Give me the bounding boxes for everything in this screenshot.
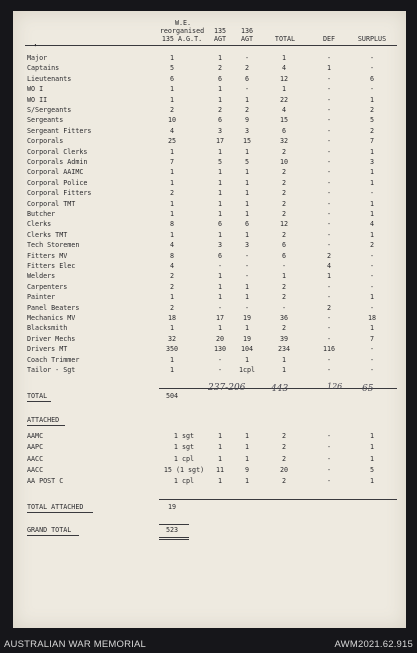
cell-we: 7 <box>169 158 175 166</box>
cell-def: - <box>326 178 332 187</box>
cell-rank: Sergeants <box>27 116 64 125</box>
cell-a135: 1 <box>217 443 223 452</box>
cell-rank: Corporal Police <box>27 178 88 187</box>
cell-surplus: 1 <box>369 147 375 156</box>
header-we-line1: W.E. <box>174 19 192 27</box>
cell-def: - <box>326 158 332 166</box>
cell-we: 15 (1 sgt) <box>163 465 205 474</box>
cell-we: 1 <box>169 293 175 302</box>
cell-a135: 1 <box>217 199 223 208</box>
cell-rank: Fitters Elec <box>27 262 76 270</box>
cell-total: 15 <box>279 116 289 125</box>
cell-total: 6 <box>281 241 287 250</box>
cell-we: 2 <box>169 282 175 291</box>
cell-a135: 6 <box>217 116 223 125</box>
cell-rank: Welders <box>27 272 56 281</box>
cell-rank: Tech Storemen <box>27 241 80 250</box>
cell-def: - <box>326 324 332 333</box>
cell-a135: 17 <box>215 314 225 322</box>
cell-a136: - <box>244 85 250 94</box>
cell-a135: 1 <box>217 85 223 94</box>
cell-rank: Painter <box>27 293 56 302</box>
cell-a135: 1 <box>217 454 223 463</box>
cell-total: 39 <box>279 334 289 343</box>
attached-rule <box>159 499 397 500</box>
cell-we: 2 <box>169 189 175 198</box>
cell-a136: 19 <box>242 334 252 343</box>
cell-rank: AAMC <box>27 432 44 440</box>
cell-def: - <box>326 74 332 83</box>
cell-rank: Butcher <box>27 210 56 218</box>
cell-we: 1 <box>169 178 175 187</box>
cell-def: 116 <box>322 345 336 354</box>
cell-rank: Coach Trimmer <box>27 355 80 364</box>
cell-a136: - <box>244 262 250 270</box>
cell-def: - <box>326 465 332 474</box>
footer-bar <box>0 638 417 653</box>
cell-a136: - <box>244 303 250 312</box>
cell-def: - <box>326 241 332 250</box>
cell-surplus: 7 <box>369 137 375 146</box>
cell-surplus: 1 <box>369 95 375 104</box>
cell-a136: 1cpl <box>238 366 256 374</box>
cell-a135: 6 <box>217 251 223 260</box>
cell-surplus: - <box>369 366 375 374</box>
cell-def: - <box>326 189 332 198</box>
cell-we: 2 <box>169 303 175 312</box>
cell-total: 20 <box>279 465 289 474</box>
cell-surplus: - <box>369 282 375 291</box>
cell-a135: - <box>217 355 223 364</box>
document-page <box>13 11 406 628</box>
cell-we: 1 <box>169 95 175 104</box>
cell-a135: 1 <box>217 282 223 291</box>
cell-we: 18 <box>167 314 177 322</box>
cell-rank: Clerks <box>27 220 52 229</box>
cell-surplus: - <box>369 272 375 281</box>
header-136-line1: 136 <box>240 27 254 35</box>
cell-a135: - <box>217 366 223 374</box>
grand-total-underline-2 <box>159 539 189 540</box>
cell-a136: - <box>244 272 250 281</box>
cell-total: 2 <box>281 454 287 463</box>
cell-surplus: 2 <box>369 241 375 250</box>
cell-we: 4 <box>169 262 175 270</box>
header-we-line2: reorganised <box>159 27 205 35</box>
footer-credit: AUSTRALIAN WAR MEMORIAL <box>4 639 147 650</box>
cell-we: 5 <box>169 64 175 73</box>
cell-surplus: - <box>369 64 375 73</box>
cell-total: 2 <box>281 477 287 486</box>
cell-def: - <box>326 293 332 302</box>
cell-a135: 1 <box>217 54 223 62</box>
cell-surplus: 1 <box>369 178 375 187</box>
cell-a135: 1 <box>217 189 223 198</box>
cell-a135: 2 <box>217 106 223 114</box>
cell-rank: AA POST C <box>27 477 64 486</box>
cell-a136: - <box>244 251 250 260</box>
cell-total: 2 <box>281 230 287 239</box>
cell-total: 12 <box>279 74 289 83</box>
cell-rank: Clerks TMT <box>27 230 68 239</box>
grand-total-overline <box>159 524 189 525</box>
cell-def: 2 <box>326 251 332 260</box>
cell-surplus: - <box>369 303 375 312</box>
cell-we: 32 <box>167 334 177 343</box>
cell-def: 1 <box>326 64 332 73</box>
cell-we: 1 sgt <box>173 432 195 440</box>
cell-a136: 1 <box>244 189 250 198</box>
cell-we: 8 <box>169 251 175 260</box>
cell-a135: 130 <box>213 345 227 354</box>
total-attached-label: TOTAL ATTACHED <box>27 503 84 511</box>
cell-a135: 17 <box>215 137 225 146</box>
cell-we: 1 sgt <box>173 443 195 452</box>
cell-surplus: - <box>369 251 375 260</box>
cell-def: - <box>326 282 332 291</box>
cell-surplus: 1 <box>369 210 375 218</box>
cell-total: 2 <box>281 210 287 218</box>
cell-rank: Corporal Fitters <box>27 189 92 198</box>
cell-a136: 19 <box>242 314 252 322</box>
cell-total: 22 <box>279 95 289 104</box>
cell-surplus: 6 <box>369 74 375 83</box>
cell-rank: Corporal TMT <box>27 199 76 208</box>
cell-a135: 3 <box>217 126 223 135</box>
header-135-line2: AGT <box>213 35 227 43</box>
cell-we: 8 <box>169 220 175 229</box>
cell-rank: Panel Beaters <box>27 303 80 312</box>
cell-we: 10 <box>167 116 177 125</box>
cell-a136: 2 <box>244 64 250 73</box>
cell-a136: 3 <box>244 241 250 250</box>
cell-total: 2 <box>281 199 287 208</box>
cell-a135: 1 <box>217 210 223 218</box>
cell-rank: Corporal Clerks <box>27 147 88 156</box>
cell-a135: 1 <box>217 178 223 187</box>
cell-def: - <box>326 199 332 208</box>
cell-total: 2 <box>281 147 287 156</box>
cell-we: 1 <box>169 210 175 218</box>
cell-a136: 9 <box>244 116 250 125</box>
grand-total-label: GRAND TOTAL <box>27 526 72 534</box>
cell-def: - <box>326 334 332 343</box>
cell-def: - <box>326 477 332 486</box>
cell-rank: Driver Mechs <box>27 334 76 343</box>
cell-rank: Drivers MT <box>27 345 68 354</box>
cell-surplus: 3 <box>369 158 375 166</box>
cell-we: 1 <box>169 366 175 374</box>
cell-surplus: 5 <box>369 465 375 474</box>
cell-total: 6 <box>281 126 287 135</box>
header-def: DEF <box>322 35 336 43</box>
cell-surplus: - <box>369 262 375 270</box>
cell-a135: 1 <box>217 272 223 281</box>
cell-total: 10 <box>279 158 289 166</box>
header-total: TOTAL <box>274 35 296 43</box>
cell-surplus: 1 <box>369 324 375 333</box>
cell-surplus: 5 <box>369 116 375 125</box>
cell-a135: 6 <box>217 74 223 83</box>
cell-we: 4 <box>169 126 175 135</box>
cell-rank: Sergeant Fitters <box>27 126 92 135</box>
cell-we: 1 <box>169 85 175 94</box>
cell-def: 4 <box>326 262 332 270</box>
header-we-line3: 135 A.G.T. <box>161 35 203 43</box>
cell-total: 6 <box>281 251 287 260</box>
cell-a135: 1 <box>217 324 223 333</box>
cell-a135: 1 <box>217 168 223 177</box>
handwritten-surplus: 65 <box>362 384 374 394</box>
cell-surplus: - <box>369 355 375 364</box>
cell-total: 32 <box>279 137 289 146</box>
total-value: 504 <box>165 392 179 400</box>
cell-surplus: 1 <box>369 293 375 302</box>
cell-a135: - <box>217 262 223 270</box>
cell-a136: 104 <box>240 345 254 354</box>
cell-total: 12 <box>279 220 289 229</box>
cell-a136: 1 <box>244 199 250 208</box>
cell-def: - <box>326 147 332 156</box>
cell-total: 2 <box>281 282 287 291</box>
cell-def: - <box>326 137 332 146</box>
cell-a136: 1 <box>244 178 250 187</box>
cell-def: - <box>326 210 332 218</box>
cell-surplus: 1 <box>369 432 375 440</box>
cell-we: 1 <box>169 147 175 156</box>
cell-a136: 1 <box>244 293 250 302</box>
cell-total: 4 <box>281 106 287 114</box>
cell-we: 1 <box>169 199 175 208</box>
cell-rank: Lieutenants <box>27 74 72 83</box>
cell-total: 2 <box>281 324 287 333</box>
cell-def: - <box>326 366 332 374</box>
cell-def: 2 <box>326 303 332 312</box>
cell-we: 25 <box>167 137 177 146</box>
cell-a135: 1 <box>217 230 223 239</box>
header-136-line2: AGT <box>240 35 254 43</box>
cell-total: 2 <box>281 443 287 452</box>
cell-surplus: 2 <box>369 106 375 114</box>
attached-underline <box>27 425 65 426</box>
cell-we: 2 <box>169 106 175 114</box>
handwritten-def: 126 <box>327 382 343 391</box>
cell-surplus: - <box>369 54 375 62</box>
cell-surplus: 1 <box>369 477 375 486</box>
cell-rank: Corporals <box>27 137 64 146</box>
cell-a136: - <box>244 54 250 62</box>
grand-total-underline <box>27 535 79 536</box>
cell-a136: 1 <box>244 355 250 364</box>
cell-a135: 20 <box>215 334 225 343</box>
cell-we: 1 <box>169 324 175 333</box>
cell-total: 2 <box>281 189 287 198</box>
cell-a135: 1 <box>217 432 223 440</box>
cell-a136: 6 <box>244 220 250 229</box>
cell-total: 1 <box>281 54 287 62</box>
cell-def: - <box>326 54 332 62</box>
cell-a136: 3 <box>244 126 250 135</box>
cell-surplus: 1 <box>369 230 375 239</box>
cell-surplus: 1 <box>369 454 375 463</box>
cell-total: 2 <box>281 178 287 187</box>
cell-def: - <box>326 220 332 229</box>
total-attached-value: 19 <box>167 503 177 511</box>
cell-a135: 1 <box>217 147 223 156</box>
cell-we: 1 <box>169 230 175 239</box>
cell-rank: WO II <box>27 95 48 104</box>
cell-rank: AAPC <box>27 443 44 452</box>
cell-surplus: 1 <box>369 168 375 177</box>
cell-a136: 1 <box>244 443 250 452</box>
cell-surplus: 1 <box>369 199 375 208</box>
cell-a135: - <box>217 303 223 312</box>
cell-def: - <box>326 355 332 364</box>
cell-a136: 1 <box>244 432 250 440</box>
cell-a136: 1 <box>244 477 250 486</box>
cell-a135: 3 <box>217 241 223 250</box>
cell-a136: 1 <box>244 324 250 333</box>
cell-a136: 1 <box>244 230 250 239</box>
cell-we: 2 <box>169 272 175 281</box>
cell-we: 1 <box>169 168 175 177</box>
attached-heading: ATTACHED <box>27 416 60 424</box>
cell-we: 4 <box>169 241 175 250</box>
cell-we: 1 cpl <box>173 454 195 463</box>
cell-a135: 6 <box>217 220 223 229</box>
tick-mark: ' <box>33 43 38 52</box>
total-attached-underline <box>27 512 93 513</box>
cell-a135: 1 <box>217 477 223 486</box>
cell-a135: 5 <box>217 158 223 166</box>
grand-total-value: 523 <box>165 526 179 534</box>
cell-a136: 1 <box>244 168 250 177</box>
cell-a135: 11 <box>215 465 225 474</box>
footer-accession-number: AWM2021.62.915 <box>334 639 413 650</box>
cell-surplus: 2 <box>369 126 375 135</box>
total-underline <box>27 401 51 402</box>
cell-a136: 2 <box>244 106 250 114</box>
grand-total-underline-1 <box>159 537 189 538</box>
cell-def: - <box>326 168 332 177</box>
cell-a136: 1 <box>244 147 250 156</box>
cell-def: - <box>326 443 332 452</box>
cell-total: - <box>281 303 287 312</box>
header-rule <box>25 45 397 46</box>
cell-surplus: 7 <box>369 334 375 343</box>
header-135-line1: 135 <box>213 27 227 35</box>
cell-def: - <box>326 454 332 463</box>
cell-total: 2 <box>281 432 287 440</box>
cell-rank: WO I <box>27 85 44 94</box>
cell-def: - <box>326 314 332 322</box>
cell-def: - <box>326 230 332 239</box>
cell-rank: Corporal AAIMC <box>27 168 84 177</box>
handwritten-total: 443 <box>271 384 289 394</box>
cell-def: 1 <box>326 272 332 281</box>
cell-total: 2 <box>281 293 287 302</box>
cell-surplus: 18 <box>367 314 377 322</box>
cell-we: 1 <box>169 54 175 62</box>
cell-surplus: 1 <box>369 443 375 452</box>
cell-a136: 15 <box>242 137 252 146</box>
cell-rank: Fitters MV <box>27 251 68 260</box>
cell-def: - <box>326 85 332 94</box>
cell-we: 6 <box>169 74 175 83</box>
cell-total: - <box>281 262 287 270</box>
cell-surplus: - <box>369 85 375 94</box>
cell-a136: 1 <box>244 95 250 104</box>
cell-a135: 2 <box>217 64 223 73</box>
cell-a136: 6 <box>244 74 250 83</box>
cell-a135: 1 <box>217 293 223 302</box>
cell-a136: 9 <box>244 465 250 474</box>
cell-rank: Mechanics MV <box>27 314 76 322</box>
cell-def: - <box>326 432 332 440</box>
handwritten-agt-total: 237-206 <box>208 383 246 393</box>
cell-total: 4 <box>281 64 287 73</box>
cell-rank: Captains <box>27 64 60 73</box>
cell-surplus: - <box>369 189 375 198</box>
cell-surplus: 4 <box>369 220 375 229</box>
cell-a136: 5 <box>244 158 250 166</box>
cell-a136: 1 <box>244 210 250 218</box>
cell-total: 36 <box>279 314 289 322</box>
cell-total: 2 <box>281 168 287 177</box>
cell-we: 350 <box>165 345 179 354</box>
cell-total: 1 <box>281 272 287 281</box>
cell-def: - <box>326 95 332 104</box>
cell-a135: 1 <box>217 95 223 104</box>
cell-we: 1 <box>169 355 175 364</box>
total-label: TOTAL <box>27 392 48 400</box>
cell-rank: S/Sergeants <box>27 106 72 114</box>
cell-rank: Tailor - Sgt <box>27 366 76 374</box>
cell-rank: Carpenters <box>27 282 68 291</box>
cell-total: 234 <box>277 345 291 354</box>
cell-a136: 1 <box>244 454 250 463</box>
cell-we: 1 cpl <box>173 477 195 486</box>
header-surplus: SURPLUS <box>357 35 387 43</box>
cell-rank: Corporals Admin <box>27 158 88 166</box>
cell-def: - <box>326 106 332 114</box>
cell-total: 1 <box>281 85 287 94</box>
cell-rank: Major <box>27 54 48 62</box>
cell-rank: AACC <box>27 465 44 474</box>
cell-total: 1 <box>281 355 287 364</box>
cell-total: 1 <box>281 366 287 374</box>
cell-rank: Blacksmith <box>27 324 68 333</box>
cell-def: - <box>326 116 332 125</box>
cell-rank: AACC <box>27 454 44 463</box>
cell-surplus: - <box>369 345 375 354</box>
cell-def: - <box>326 126 332 135</box>
cell-a136: 1 <box>244 282 250 291</box>
